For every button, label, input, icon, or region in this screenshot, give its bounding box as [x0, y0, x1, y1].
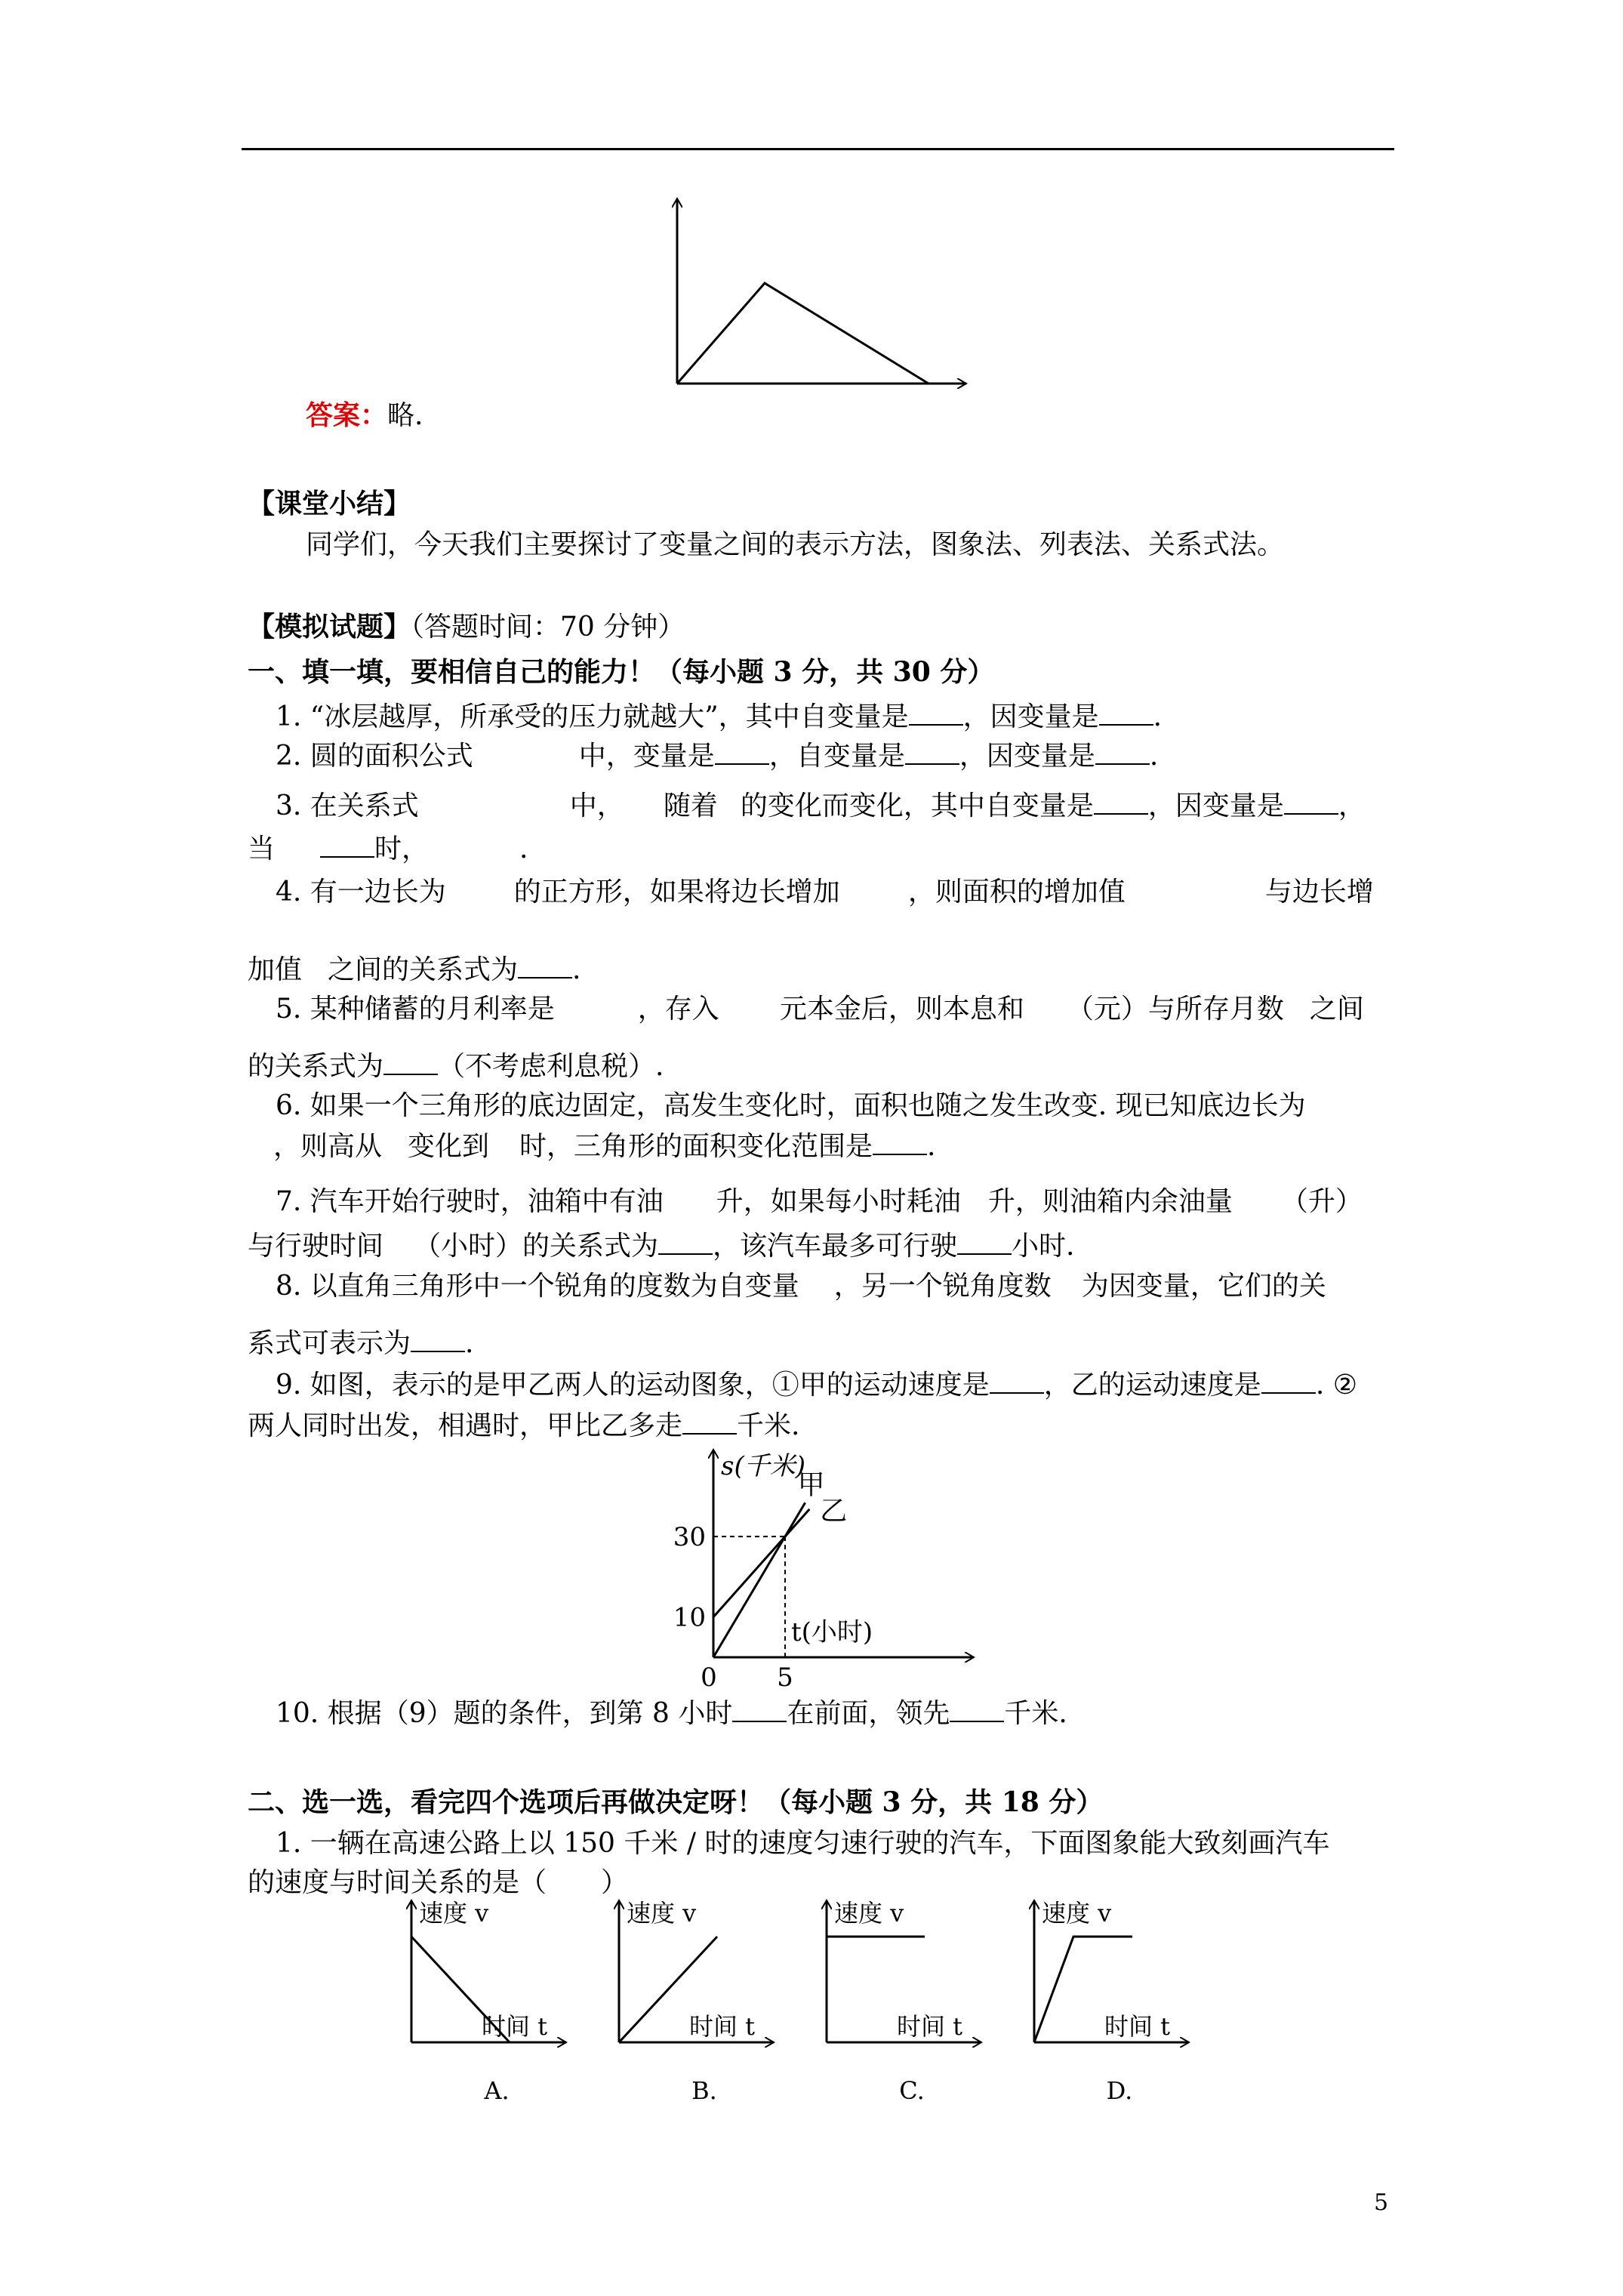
x-axis-label: 时间 t [1104, 2012, 1171, 2041]
mock-time-note: （答题时间：70 分钟） [411, 612, 685, 643]
question-10: 10. 根据（9）题的条件，到第 8 小时 在前面，领先 千米. [276, 1695, 1067, 1730]
y-axis-label: 速度 v [1042, 1899, 1112, 1928]
question-9-cont: 两人同时出发，相遇时，甲比乙多走 千米. [248, 1407, 799, 1443]
option-label: B. [691, 2076, 717, 2105]
question-8: 8. 以直角三角形中一个锐角的度数为自变量 ，另一个锐角度数 为因变量，它们的关 [276, 1271, 1326, 1302]
y-tick-label: 30 [673, 1522, 706, 1553]
question-6: 6. 如果一个三角形的底边固定，高发生变化时，面积也随之发生改变. 现已知底边长为 [276, 1090, 1306, 1121]
summary-heading: 【课堂小结】 [248, 488, 411, 519]
answer-line [306, 399, 423, 433]
top-figure [664, 193, 974, 396]
x-axis-label: 时间 t [897, 2012, 963, 2041]
blank[interactable] [518, 951, 572, 978]
blank[interactable] [320, 831, 374, 858]
x-tick-label: 5 [777, 1663, 793, 1693]
option-c-chart[interactable] [808, 1891, 1004, 2110]
summary-body: 同学们，今天我们主要探讨了变量之间的表示方法，图象法、列表法、关系式法。 [306, 529, 1285, 560]
blank[interactable] [957, 1228, 1012, 1255]
answer-text: 略. [387, 400, 423, 431]
blank[interactable] [411, 1325, 465, 1352]
x-axis-label: t(小时) [791, 1617, 873, 1647]
y-axis-label: 速度 v [419, 1899, 489, 1928]
blank[interactable] [905, 738, 959, 765]
question-4-cont: 加值 之间的关系式为 . [248, 951, 581, 987]
x-axis-label: 时间 t [689, 2012, 756, 2041]
option-label: A. [484, 2076, 510, 2105]
y-axis-label: 速度 v [834, 1899, 904, 1928]
option-b-chart[interactable] [600, 1891, 796, 2110]
blank[interactable] [658, 1228, 713, 1255]
question-3: 3. 在关系式 中， 随着 的变化而变化，其中自变量是 ，因变量是 ， [276, 787, 1366, 823]
question-2: 2. 圆的面积公式 中，变量是 ，自变量是 ，因变量是 . [276, 738, 1158, 773]
question-4: 4. 有一边长为 的正方形，如果将边长增加 ，则面积的增加值 与边长增 [276, 877, 1374, 908]
y-axis-label: s(千米) [721, 1451, 805, 1481]
y-tick-label: 10 [673, 1602, 706, 1633]
blank[interactable] [873, 1128, 927, 1155]
section2-question-1: 1. 一辆在高速公路上以 150 千米 / 时的速度匀速行驶的汽车，下面图象能大致刻画汽车 [276, 1828, 1330, 1859]
option-a-chart[interactable] [393, 1891, 589, 2110]
section2-question-1-cont: 的速度与时间关系的是（ ） [248, 1867, 629, 1898]
series-label: 乙 [820, 1495, 848, 1527]
x-tick-label: 0 [701, 1663, 717, 1693]
series-label: 甲 [797, 1469, 825, 1501]
blank[interactable] [1284, 787, 1338, 815]
mock-heading [248, 610, 685, 644]
blank[interactable] [715, 738, 769, 765]
question-9: 9. 如图，表示的是甲乙两人的运动图象，①甲的运动速度是 ，乙的运动速度是 . ② [276, 1367, 1357, 1402]
option-label: C. [899, 2076, 925, 2105]
top-figure-line [677, 283, 929, 384]
question-8-cont: 系式可表示为 . [248, 1325, 473, 1361]
question-5: 5. 某种储蓄的月利率是 ，存入 元本金后，则本息和 （元）与所存月数 之间 [276, 994, 1364, 1025]
blank[interactable] [682, 1407, 737, 1435]
blank[interactable] [1099, 698, 1153, 726]
question-7-cont: 与行驶时间 （小时）的关系式为 ，该汽车最多可行驶 小时. [248, 1228, 1075, 1263]
header-rule [242, 148, 1394, 150]
section2-title: 二、选一选，看完四个选项后再做决定呀！（每小题 3 分，共 18 分） [248, 1786, 1104, 1818]
y-axis-label: 速度 v [627, 1899, 697, 1928]
mock-title: 【模拟试题】 [248, 611, 411, 643]
question-5-cont: 的关系式为 （不考虑利息税）. [248, 1048, 664, 1083]
blank[interactable] [1261, 1367, 1316, 1394]
question-7: 7. 汽车开始行驶时，油箱中有油 升，如果每小时耗油 升，则油箱内余油量 （升） [276, 1186, 1363, 1217]
page-number: 5 [1374, 2190, 1389, 2216]
blank[interactable] [732, 1695, 787, 1722]
x-axis-label: 时间 t [482, 2012, 548, 2041]
motion-chart [664, 1438, 981, 1695]
blank[interactable] [383, 1048, 438, 1075]
blank[interactable] [909, 698, 963, 726]
blank[interactable] [990, 1367, 1044, 1394]
blank[interactable] [950, 1695, 1004, 1722]
series-line-yi [713, 1509, 809, 1617]
answer-label: 答案： [306, 399, 388, 431]
option-d-chart[interactable] [1015, 1891, 1212, 2110]
blank[interactable] [1094, 787, 1148, 815]
question-1: 1. “冰层越厚，所承受的压力就越大”，其中自变量是 ，因变量是 . [276, 698, 1162, 734]
blank[interactable] [1095, 738, 1150, 765]
question-3-cont: 当 时， . [248, 831, 528, 866]
section1-title: 一、填一填，要相信自己的能力！（每小题 3 分，共 30 分） [248, 656, 995, 688]
question-6-cont: ，则高从 变化到 时，三角形的面积变化范围是 . [248, 1128, 936, 1163]
option-label: D. [1106, 2076, 1133, 2105]
